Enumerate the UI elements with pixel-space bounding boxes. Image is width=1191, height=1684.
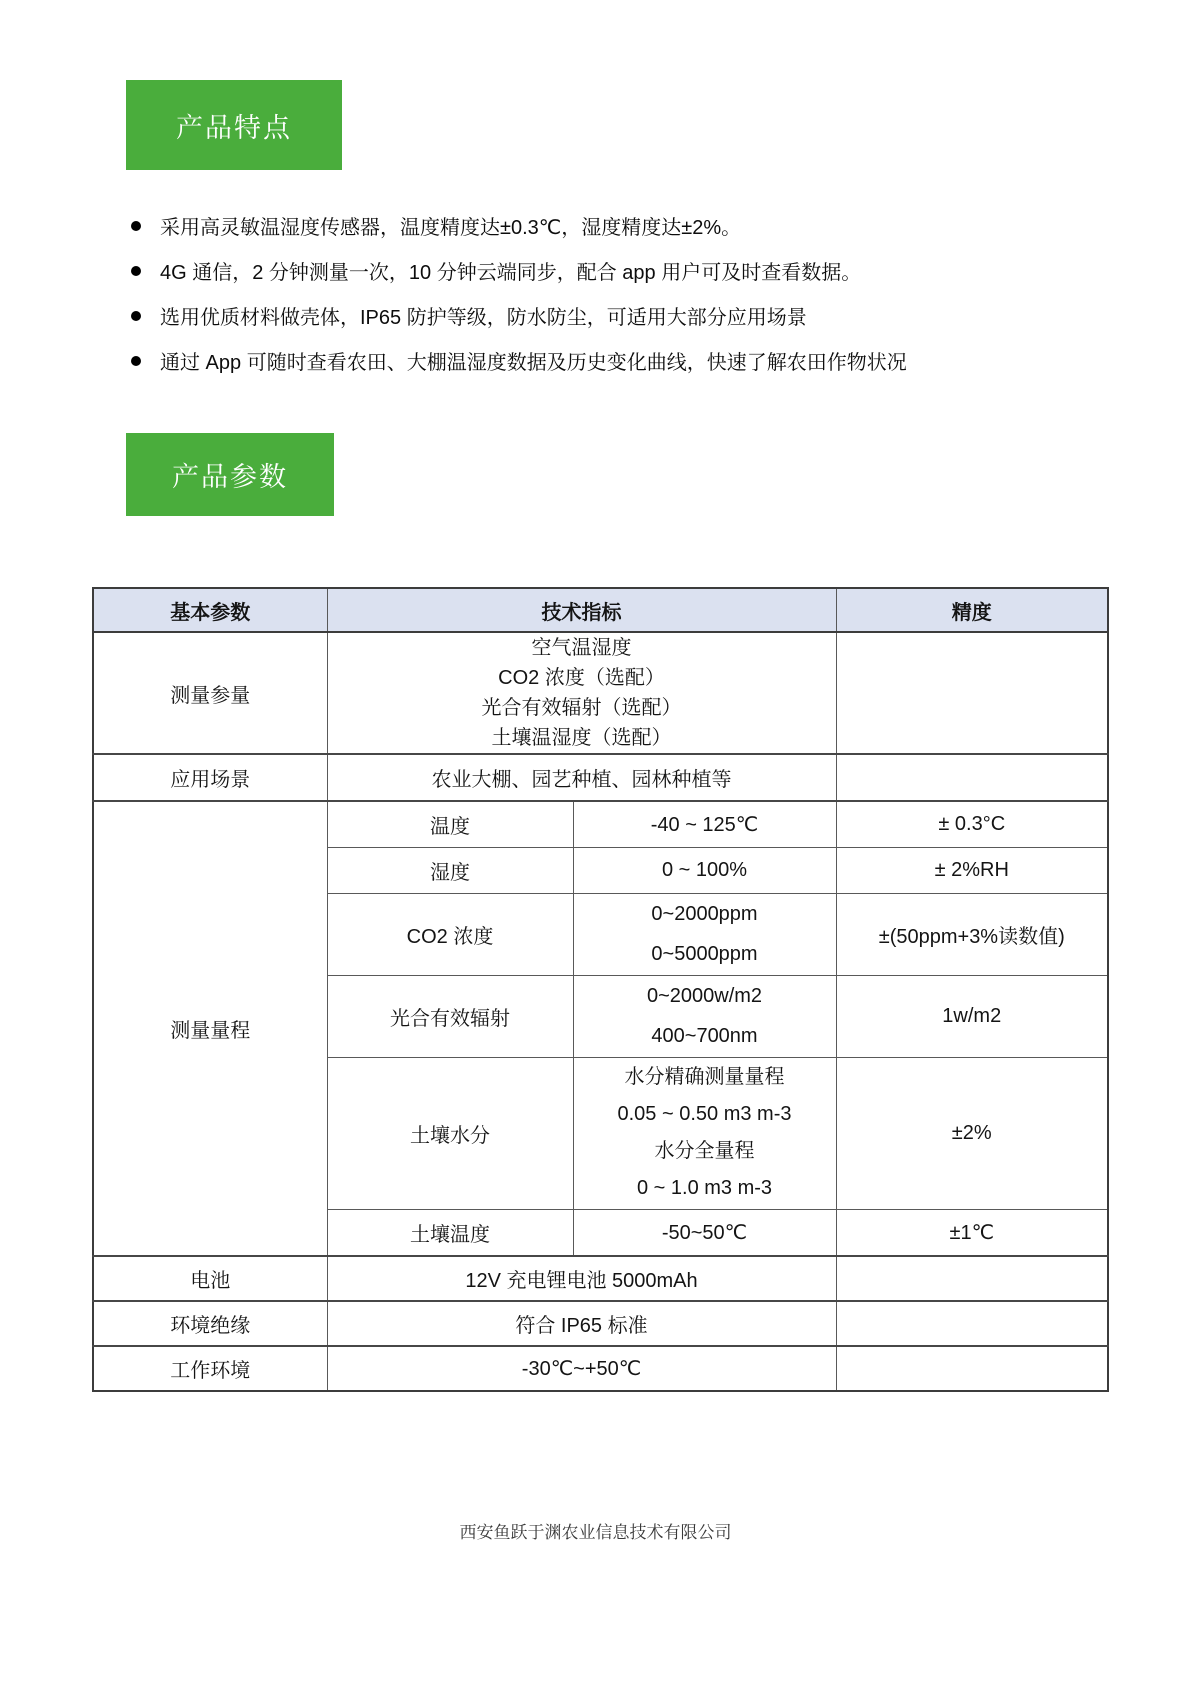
- precision-cell: [836, 632, 1108, 754]
- cell-line: 400~700nm: [651, 1025, 758, 1047]
- sub-label: 湿度: [327, 847, 573, 893]
- sub-value: 0 ~ 100%: [573, 847, 836, 893]
- sub-value: -50~50℃: [573, 1209, 836, 1256]
- cell-line: 光合有效辐射（选配）: [481, 697, 682, 719]
- table-header-row: [93, 588, 1108, 632]
- precision-cell: [836, 1301, 1108, 1346]
- row-label: 环境绝缘: [93, 1301, 327, 1346]
- list-item: [131, 248, 1091, 293]
- sub-label: 土壤水分: [327, 1057, 573, 1209]
- row-label: 测量参量: [93, 632, 327, 754]
- header-basic-params: 基本参数: [93, 588, 327, 632]
- precision-cell: ±1℃: [836, 1209, 1108, 1256]
- bullet-icon: [131, 311, 141, 321]
- bullet-text: 通过 App 可随时查看农田、大棚温湿度数据及历史变化曲线，快速了解农田作物状况: [160, 352, 907, 374]
- cell-line: 水分精确测量量程: [624, 1066, 785, 1088]
- parameters-table: [92, 587, 1109, 1392]
- sub-label: 光合有效辐射: [327, 975, 573, 1057]
- sub-value: -40 ~ 125℃: [573, 801, 836, 847]
- features-section-badge: [126, 80, 342, 170]
- bullet-text: 4G 通信，2 分钟测量一次，10 分钟云端同步，配合 app 用户可及时查看数据。: [160, 262, 862, 284]
- features-bullet-list: [131, 203, 1091, 383]
- precision-cell: ±2%: [836, 1057, 1108, 1209]
- precision-cell: ± 0.3°C: [836, 801, 1108, 847]
- precision-cell: [836, 754, 1108, 801]
- table-row-insulation: [93, 1301, 1108, 1346]
- table-row-application: [93, 754, 1108, 801]
- table-row-measure-params: [93, 632, 1108, 754]
- list-item: [131, 203, 1091, 248]
- bullet-text: 采用高灵敏温湿度传感器，温度精度达±0.3℃，湿度精度达±2%。: [160, 217, 742, 239]
- header-precision: 精度: [836, 588, 1108, 632]
- bullet-text: 选用优质材料做壳体，IP65 防护等级，防水防尘，可适用大部分应用场景: [160, 307, 807, 329]
- precision-cell: [836, 1346, 1108, 1391]
- bullet-icon: [131, 221, 141, 231]
- row-label-measure-range: 测量量程: [93, 801, 327, 1256]
- battery-value: 12V 充电锂电池 5000mAh: [327, 1256, 836, 1301]
- cell-line: 0 ~ 1.0 m3 m-3: [636, 1177, 773, 1199]
- application-value: 农业大棚、园艺种植、园林种植等: [327, 754, 836, 801]
- row-label: 工作环境: [93, 1346, 327, 1391]
- sub-label: 温度: [327, 801, 573, 847]
- working-env-value: -30℃~+50℃: [327, 1346, 836, 1391]
- cell-line: 土壤温湿度（选配）: [491, 727, 672, 749]
- parameters-section-badge: [126, 433, 334, 516]
- cell-line: 0.05 ~ 0.50 m3 m-3: [617, 1103, 792, 1125]
- precision-cell: ± 2%RH: [836, 847, 1108, 893]
- table-row-temperature: [93, 801, 1108, 847]
- features-badge-label: 产品特点: [176, 112, 292, 143]
- measure-params-values: [327, 632, 836, 754]
- cell-line: 0~2000w/m2: [646, 985, 763, 1007]
- precision-cell: ±(50ppm+3%读数值): [836, 893, 1108, 975]
- table-row-working-env: [93, 1346, 1108, 1391]
- sub-value: [573, 1057, 836, 1209]
- precision-cell: [836, 1256, 1108, 1301]
- sub-label: 土壤温度: [327, 1209, 573, 1256]
- list-item: [131, 293, 1091, 338]
- bullet-icon: [131, 356, 141, 366]
- cell-line: 0~5000ppm: [651, 943, 758, 965]
- parameters-badge-label: 产品参数: [172, 462, 288, 492]
- row-label: 电池: [93, 1256, 327, 1301]
- precision-cell: 1w/m2: [836, 975, 1108, 1057]
- sub-label: CO2 浓度: [327, 893, 573, 975]
- header-tech-specs: 技术指标: [327, 588, 836, 632]
- insulation-value: 符合 IP65 标准: [327, 1301, 836, 1346]
- sub-value: [573, 975, 836, 1057]
- cell-line: 0~2000ppm: [651, 903, 758, 925]
- cell-line: 空气温湿度: [531, 637, 632, 659]
- cell-line: CO2 浓度（选配）: [498, 667, 665, 689]
- table-row-battery: [93, 1256, 1108, 1301]
- list-item: [131, 338, 1091, 383]
- sub-value: [573, 893, 836, 975]
- bullet-icon: [131, 266, 141, 276]
- footer-company-name: 西安鱼跃于渊农业信息技术有限公司: [459, 1523, 732, 1542]
- cell-line: 水分全量程: [654, 1140, 755, 1162]
- row-label: 应用场景: [93, 754, 327, 801]
